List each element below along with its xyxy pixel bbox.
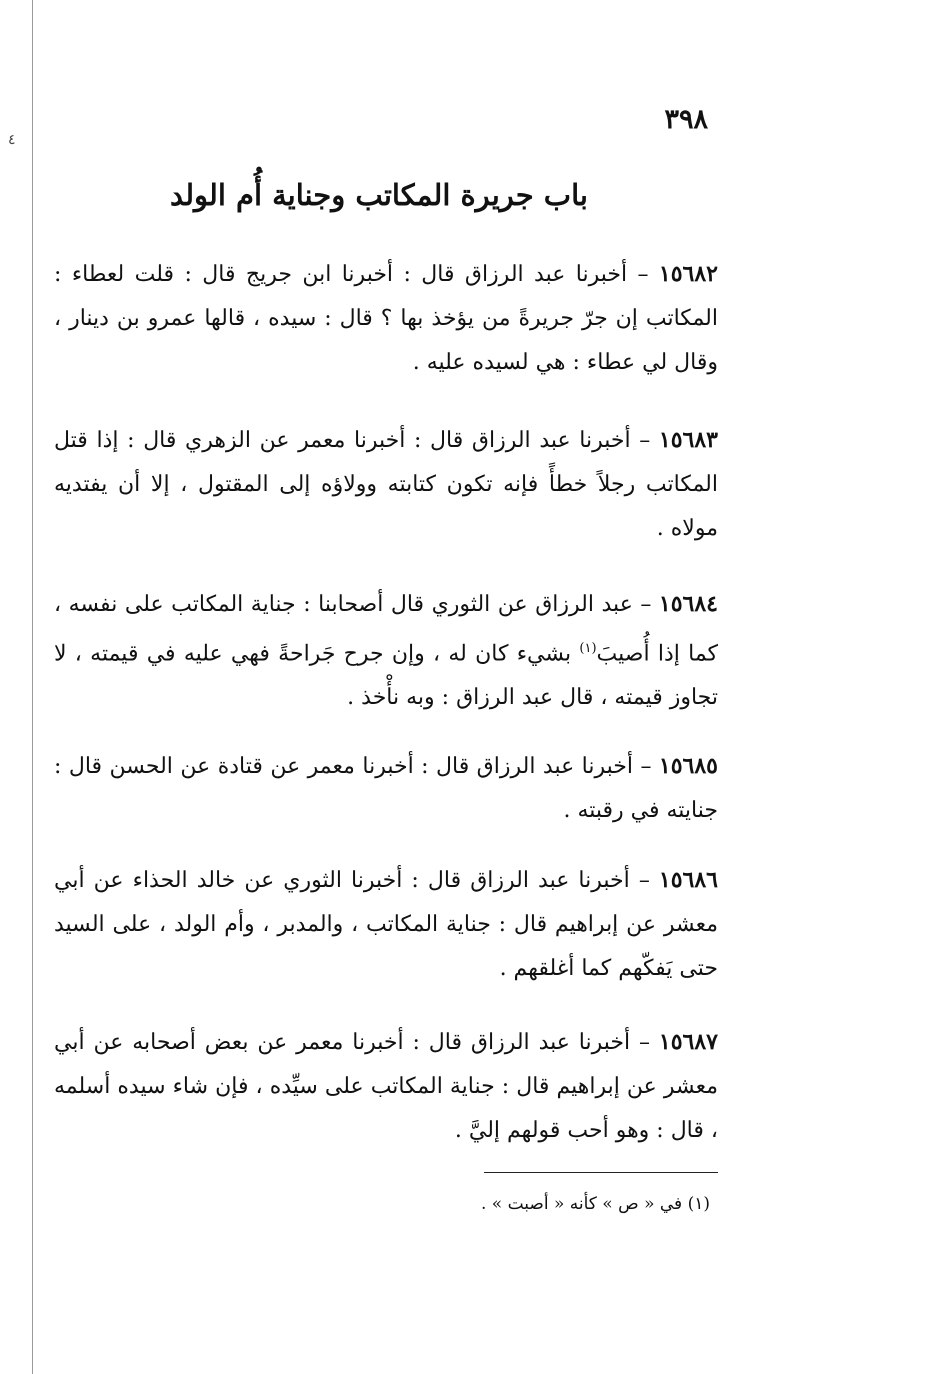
hadith-text: – أخبرنا عبد الرزاق قال : أخبرنا معمر عن بعض أصحابه عن أبي معشر عن إبراهيم قال : جناية المكاتب على سيِّده ، فإن شاء سيده أسلمه ، قال : وهو أحب قولهم إليَّ .	[54, 1030, 718, 1143]
hadith-number: ١٥٦٨٧	[658, 1029, 718, 1055]
hadith-text: بشيء كان له ، وإن جرح جَراحةً فهي عليه في قيمته ، لا تجاوز قيمته ، قال عبد الرزاق : وبه نأْخذ .	[54, 641, 718, 711]
hadith-15684	[54, 582, 718, 720]
hadith-text: – أخبرنا عبد الرزاق قال : أخبرنا معمر عن قتادة عن الحسن قال : جنايته في رقبته .	[54, 754, 718, 823]
footnote-reference[interactable]: (١)	[579, 641, 597, 656]
hadith-15686	[54, 858, 718, 991]
hadith-15683	[54, 418, 718, 551]
hadith-number: ١٥٦٨٢	[658, 261, 718, 287]
hadith-text: – أخبرنا عبد الرزاق قال : أخبرنا ابن جريج قال : قلت لعطاء : المكاتب إن جرّ جريرةً من يؤخذ بها ؟ قال : سيده ، قالها عمرو بن دينار ، وقال لي عطاء : هي لسيده عليه .	[54, 262, 718, 375]
hadith-number: ١٥٦٨٦	[658, 867, 718, 893]
hadith-15687	[54, 1020, 718, 1153]
hadith-text: – عبد الرزاق عن الثوري قال أصحابنا : جناية المكاتب على نفسه ، كما إذا أُصيبَ	[54, 592, 719, 667]
binding-mark: ٤	[8, 132, 16, 148]
hadith-number: ١٥٦٨٣	[658, 427, 718, 453]
binding-line	[32, 0, 33, 1374]
page-number: ٣٩٨	[664, 104, 708, 135]
hadith-number: ١٥٦٨٥	[658, 753, 718, 779]
footnote: (١) في « ص » كأنه « أصبت » .	[480, 1194, 710, 1214]
hadith-text: – أخبرنا عبد الرزاق قال : أخبرنا الثوري عن خالد الحذاء عن أبي معشر عن إبراهيم قال : جناية المكاتب ، والمدبر ، وأم الولد ، على السيد حتى يَفكّهم كما أغلقهم .	[54, 868, 718, 981]
hadith-15685	[54, 744, 718, 833]
hadith-number: ١٥٦٨٤	[658, 591, 718, 617]
chapter-title: باب جريرة المكاتب وجناية أُم الولد	[169, 178, 588, 212]
hadith-text: – أخبرنا عبد الرزاق قال : أخبرنا معمر عن الزهري قال : إذا قتل المكاتب رجلاً خطأً فإنه تكون كتابته وولاؤه إلى المقتول ، إلا أن يفتديه مولاه .	[54, 428, 718, 541]
footnote-rule	[484, 1172, 718, 1173]
hadith-15682	[54, 252, 718, 385]
